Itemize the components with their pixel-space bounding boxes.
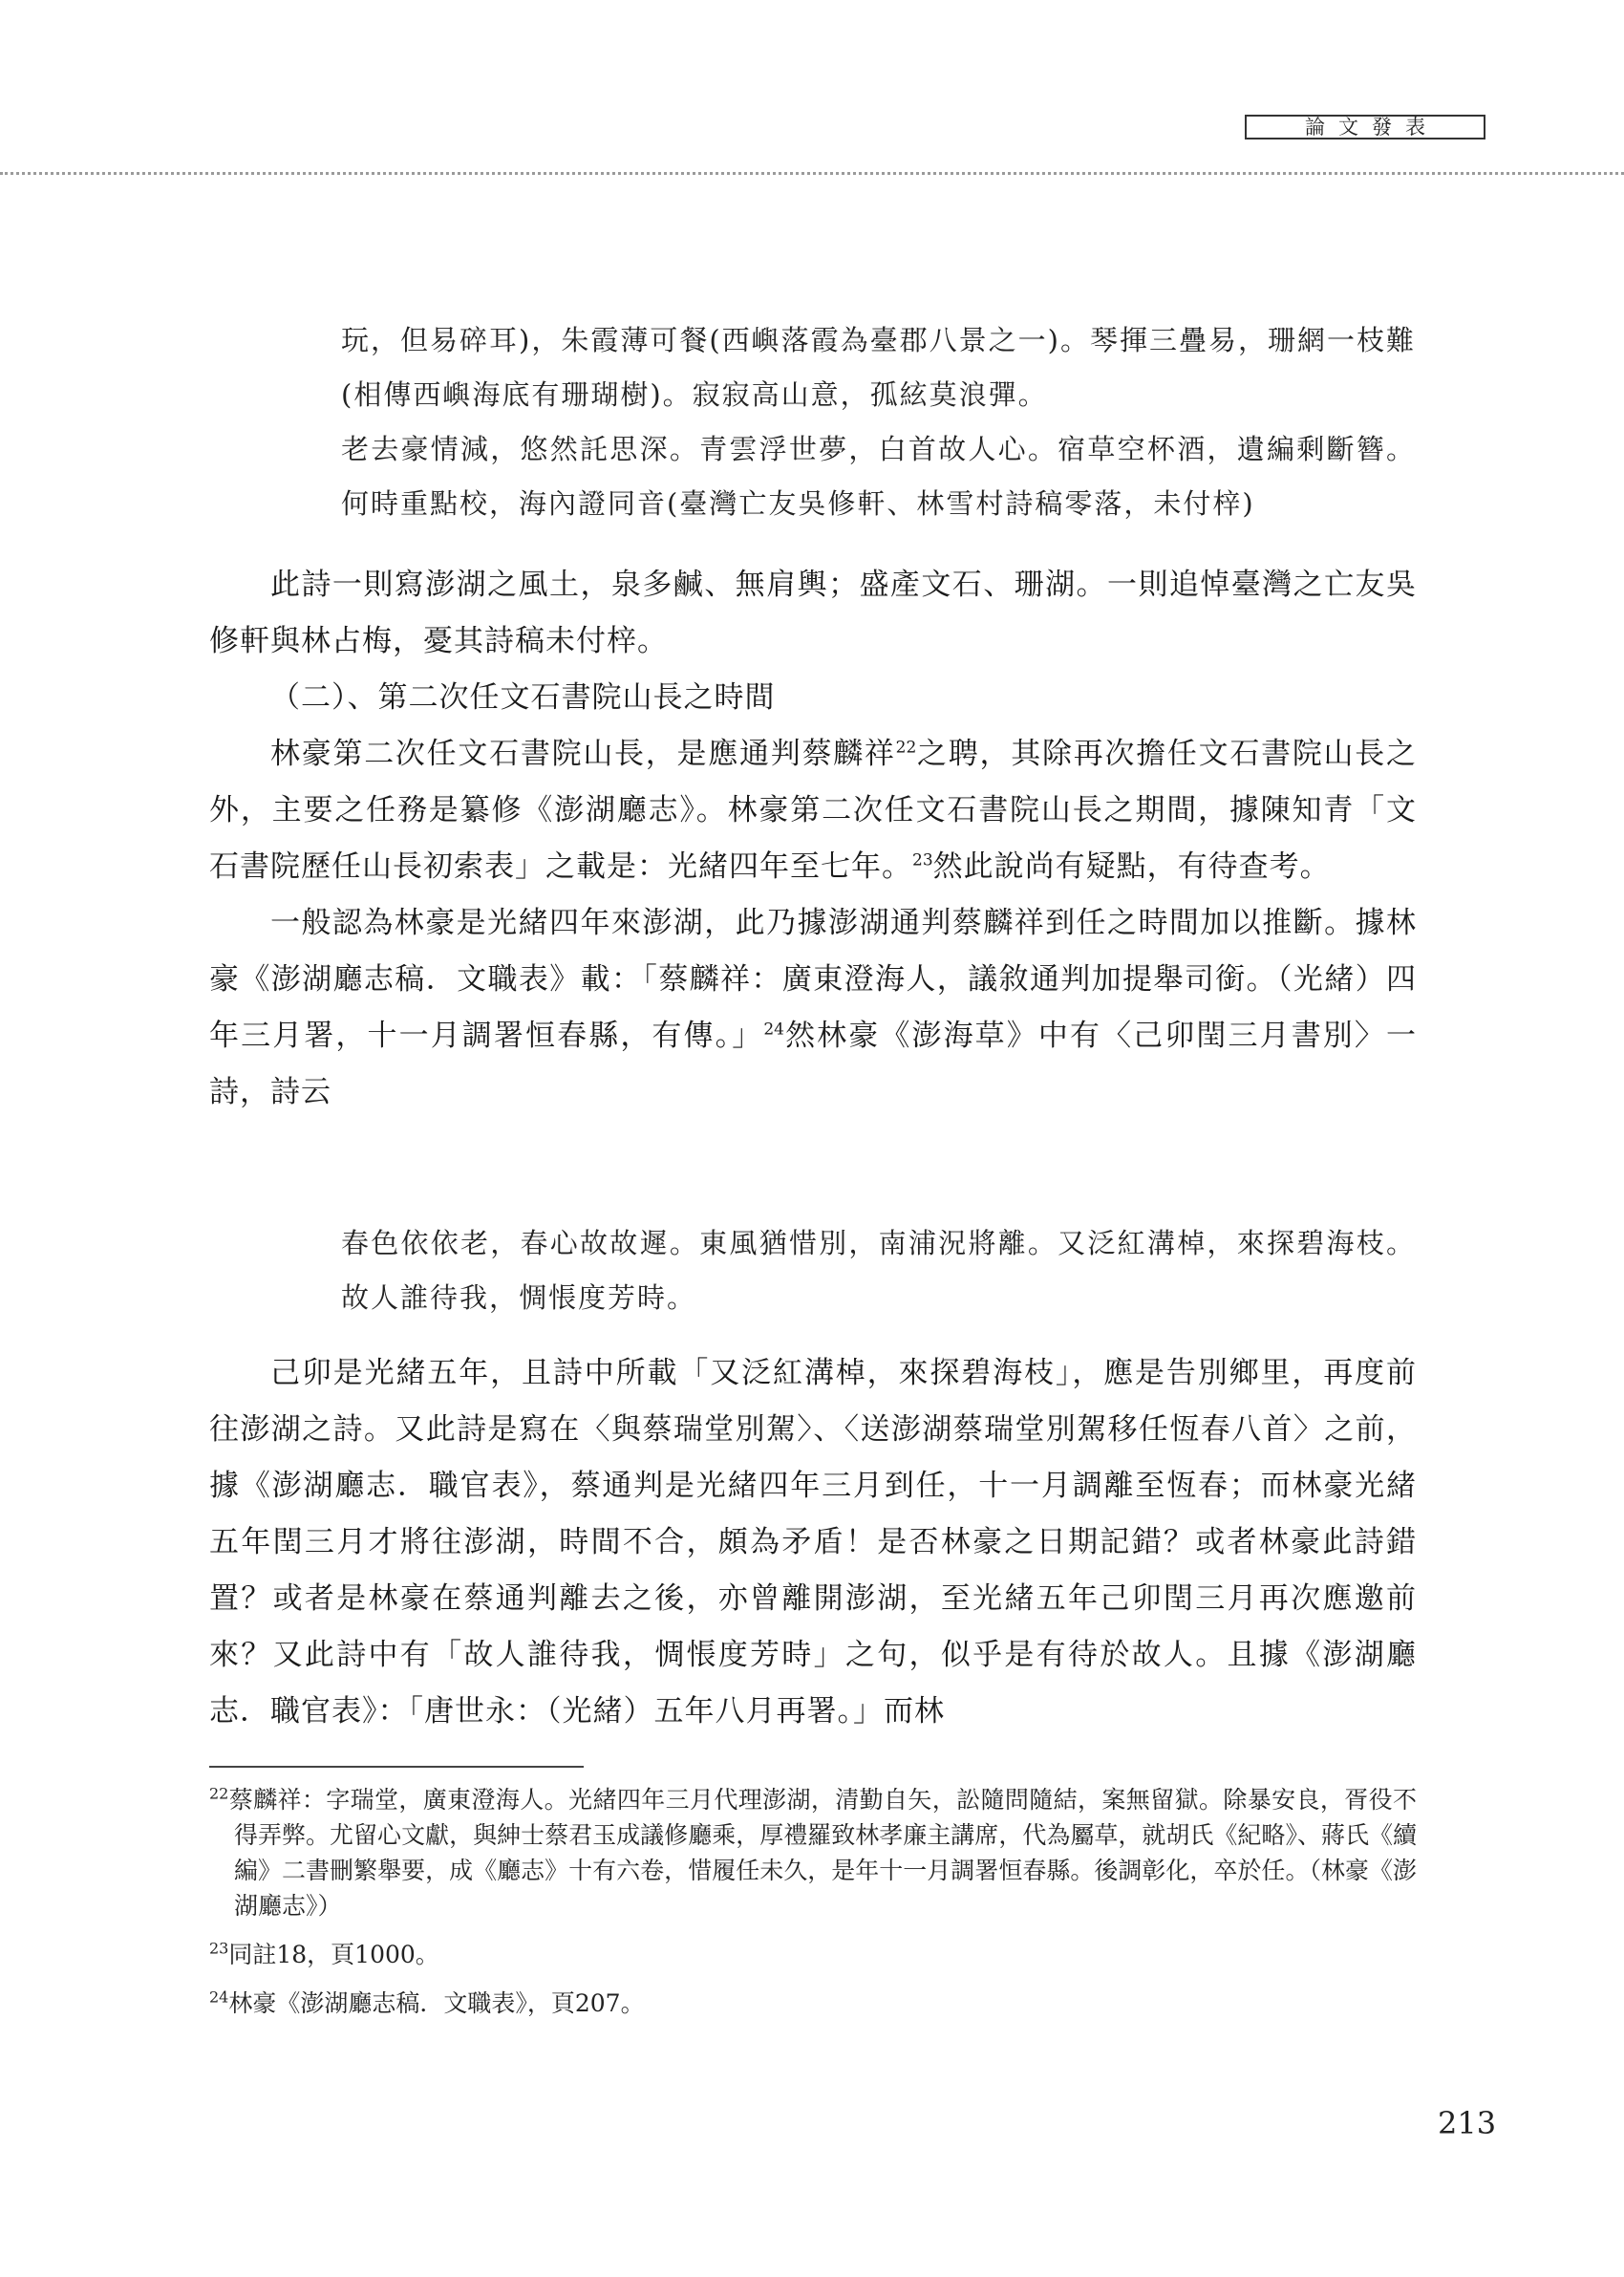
- page-number: 213: [1438, 2105, 1497, 2141]
- footnotes: [209, 1782, 1417, 2034]
- body-paragraph: [209, 895, 1417, 1121]
- footnote-text: 蔡麟祥：字瑞堂，廣東澄海人。光緒四年三月代理澎湖，清勤自矢，訟隨問隨結，案無留獄。除暴安良，胥役不得弄弊。尤留心文獻，與紳士蔡君玉成議修廳乘，厚禮羅致林孝廉主講席，代為屬草，就胡氏《紀略》、蔣氏《續編》二書刪繁舉要，成《廳志》十有六卷，惜履任未久，是年十一月調署恒春縣。後調彰化，卒於任。（林豪《澎湖廳志》）: [228, 1786, 1417, 1920]
- footnote: [209, 1782, 1417, 1923]
- footnote-text: 同註18，頁1000。: [228, 1941, 439, 1968]
- footnote-text: 林豪《澎湖廳志稿．文職表》，頁207。: [228, 1989, 645, 2017]
- verse-paragraph: 玩，但易碎耳)，朱霞薄可餐(西嶼落霞為臺郡八景之一)。琴揮三疊易，珊網一枝難(相傳西嶼海底有珊瑚樹)。寂寂高山意，孤絃莫浪彈。: [341, 324, 1416, 411]
- verse-paragraph: 老去豪情減，悠然託思深。青雲浮世夢，白首故人心。宿草空杯酒，遺編剩斷簪。何時重點校，海內證同音(臺灣亡友吳修軒、林雪村詩稿零落，未付梓): [341, 433, 1416, 520]
- verse-block-2: [341, 1216, 1416, 1325]
- text-run: 一般認為林豪是光緒四年來澎湖，此乃據澎湖通判蔡麟祥到任之時間加以推斷。據林豪《澎湖廳志稿．文職表》載：「蔡麟祥：廣東澄海人，議敘通判加提舉司銜。（光緒）四年三月署，十一月調署恒春縣，有傳。」: [209, 906, 1417, 1053]
- body-block-2: [209, 1345, 1417, 1740]
- footnote-number: 23: [209, 1939, 229, 1958]
- text-run: 然林豪《澎海草》中有〈己卯閏三月書別〉一詩，詩云: [209, 1019, 1417, 1109]
- text-run: 林豪第二次任文石書院山長，是應通判蔡麟祥: [270, 737, 896, 771]
- footnote-ref: 22: [895, 738, 917, 758]
- body-paragraph: 己卯是光緒五年，且詩中所載「又泛紅溝棹，來探碧海枝」，應是告別鄉里，再度前往澎湖之詩。又此詩是寫在〈與蔡瑞堂別駕〉、〈送澎湖蔡瑞堂別駕移任恆春八首〉之前，據《澎湖廳志．職官表》，蔡通判是光緒四年三月到任，十一月調離至恆春；而林豪光緒五年閏三月才將往澎湖，時間不合，頗為矛盾！是否林豪之日期記錯？或者林豪此詩錯置？或者是林豪在蔡通判離去之後，亦曾離開澎湖，至光緒五年己卯閏三月再次應邀前來？又此詩中有「故人誰待我，惆悵度芳時」之句，似乎是有待於故人。且據《澎湖廳志．職官表》：「唐世永：（光緒）五年八月再署。」而林: [209, 1356, 1417, 1729]
- header-dotted-rule: [0, 172, 1624, 175]
- text-run: 然此說尚有疑點，有待查考。: [932, 849, 1331, 884]
- footnote: [209, 1986, 1417, 2021]
- footnote-divider: [209, 1766, 584, 1768]
- section-heading: （二）、第二次任文石書院山長之時間: [270, 680, 776, 715]
- verse-block-1: [341, 313, 1416, 531]
- body-block-1: [209, 557, 1417, 1121]
- body-paragraph: [209, 726, 1417, 895]
- footnote-number: 22: [209, 1784, 229, 1803]
- footnote-ref: 24: [763, 1020, 784, 1040]
- footnote-number: 24: [209, 1987, 229, 2007]
- verse-paragraph: 春色依依老，春心故故遲。東風猶惜別，南浦況將離。又泛紅溝棹，來探碧海枝。故人誰待我，惆悵度芳時。: [341, 1227, 1416, 1314]
- body-paragraph: 此詩一則寫澎湖之風土，泉多鹹、無肩輿；盛產文石、珊湖。一則追悼臺灣之亡友吳修軒與林占梅，憂其詩稿未付梓。: [209, 568, 1417, 658]
- footnote-ref: 23: [912, 850, 933, 870]
- section-tag: 論文發表: [1245, 115, 1485, 140]
- text-run: 之聘，其除再次擔任文石書院山長之外，主要之任務是纂修《澎湖廳志》。林豪第二次任文石書院山長之期間，據陳知青「文石書院歷任山長初索表」之載是：光緒四年至七年。: [209, 737, 1418, 884]
- footnote: [209, 1937, 1417, 1972]
